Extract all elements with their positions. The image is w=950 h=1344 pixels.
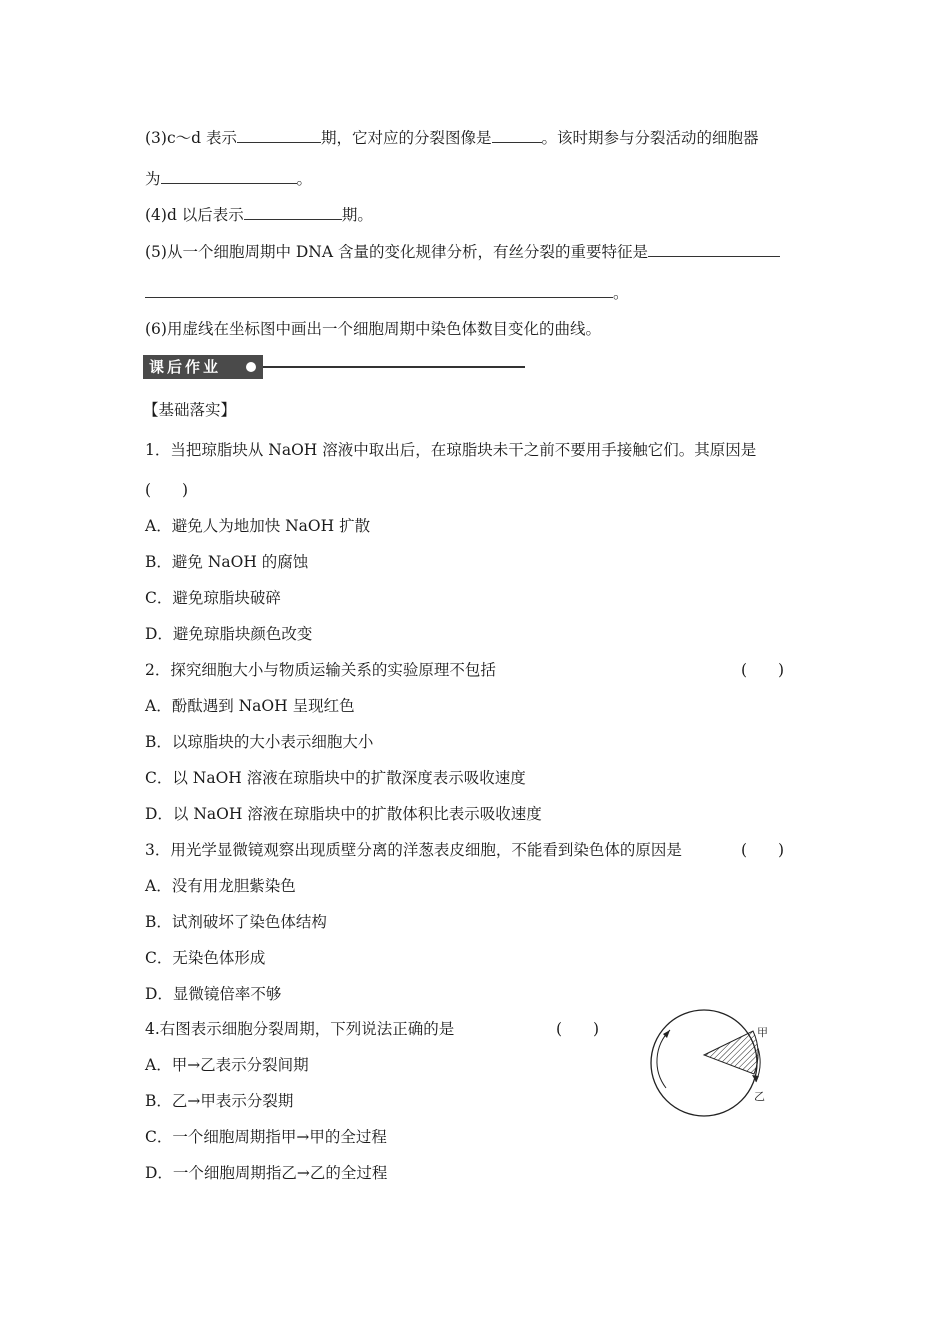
answer-blank[interactable] [648,242,780,257]
q5-line1 [145,242,780,262]
q3-option-a[interactable]: A．没有用龙胆紫染色 [145,877,296,895]
q3-mid: 期，它对应的分裂图像是 [321,129,492,147]
q3-option-b[interactable]: B．试剂破坏了染色体结构 [145,913,327,931]
subsection-title: 【基础落实】 [143,401,237,419]
q2-option-c[interactable]: C．以 NaOH 溶液在琼脂块中的扩散深度表示吸收速度 [145,769,526,787]
q3-line2 [145,169,312,189]
q5-line2 [145,283,629,303]
q1-paren: ( ) [145,481,189,499]
q3-option-c[interactable]: C．无染色体形成 [145,949,266,967]
section-title: 课后作业 [143,355,263,379]
bullet-dot-icon [246,362,256,372]
q3-line1 [145,128,759,148]
q1-option-d[interactable]: D．避免琼脂块颜色改变 [145,625,313,643]
arrow-head-icon [752,1075,759,1082]
q6-line: (6)用虚线在坐标图中画出一个细胞周期中染色体数目变化的曲线。 [145,320,601,338]
q1-option-b[interactable]: B．避免 NaOH 的腐蚀 [145,553,309,571]
q4prev-prefix: (4)d 以后表示 [145,206,244,224]
answer-blank[interactable] [492,128,542,143]
q2-paren: ( ) [741,661,785,679]
section-header [143,355,523,379]
q5-text: (5)从一个细胞周期中 DNA 含量的变化规律分析，有丝分裂的重要特征是 [145,243,648,261]
cell-cycle-diagram [640,1008,790,1118]
q4-paren: ( ) [556,1020,600,1038]
section-divider [263,366,525,368]
answer-blank[interactable] [237,128,321,143]
q5b-suffix: 。 [613,284,629,302]
q3-suffix: 。该时期参与分裂活动的细胞器 [541,129,759,147]
q4-option-c[interactable]: C．一个细胞周期指甲→甲的全过程 [145,1128,387,1146]
q4-stem: 4.右图表示细胞分裂周期，下列说法正确的是 [145,1020,455,1038]
q1-stem: 1．当把琼脂块从 NaOH 溶液中取出后，在琼脂块未干之前不要用手接触它们。其原因是 [145,441,757,459]
q3b-suffix: 。 [296,170,313,188]
cycle-arrow-left [657,1030,670,1088]
q2-option-d[interactable]: D．以 NaOH 溶液在琼脂块中的扩散体积比表示吸收速度 [145,805,542,823]
answer-blank[interactable] [161,169,297,184]
q2-stem: 2．探究细胞大小与物质运输关系的实验原理不包括 [145,661,496,679]
q3b-prefix: 为 [145,170,161,188]
q1-option-c[interactable]: C．避免琼脂块破碎 [145,589,281,607]
q4-option-b[interactable]: B．乙→甲表示分裂期 [145,1092,294,1110]
q3-option-d[interactable]: D．显微镜倍率不够 [145,985,282,1003]
division-phase-sector [704,1031,758,1074]
q1-option-a[interactable]: A．避免人为地加快 NaOH 扩散 [145,517,371,535]
q2-option-b[interactable]: B．以琼脂块的大小表示细胞大小 [145,733,374,751]
q4-option-a[interactable]: A．甲→乙表示分裂间期 [145,1056,309,1074]
q4prev-suffix: 期。 [341,206,373,224]
label-jia: 甲 [757,1026,768,1039]
q3-paren: ( ) [741,841,785,859]
answer-blank[interactable] [244,205,342,220]
label-yi: 乙 [754,1090,765,1103]
q4-option-d[interactable]: D．一个细胞周期指乙→乙的全过程 [145,1164,388,1182]
q4-prev-line [145,205,373,225]
q3-stem: 3．用光学显微镜观察出现质壁分离的洋葱表皮细胞，不能看到染色体的原因是 [145,841,682,859]
q2-option-a[interactable]: A．酚酞遇到 NaOH 呈现红色 [145,697,355,715]
answer-blank[interactable] [145,283,613,298]
q3-prefix: (3)c～d 表示 [145,129,237,147]
